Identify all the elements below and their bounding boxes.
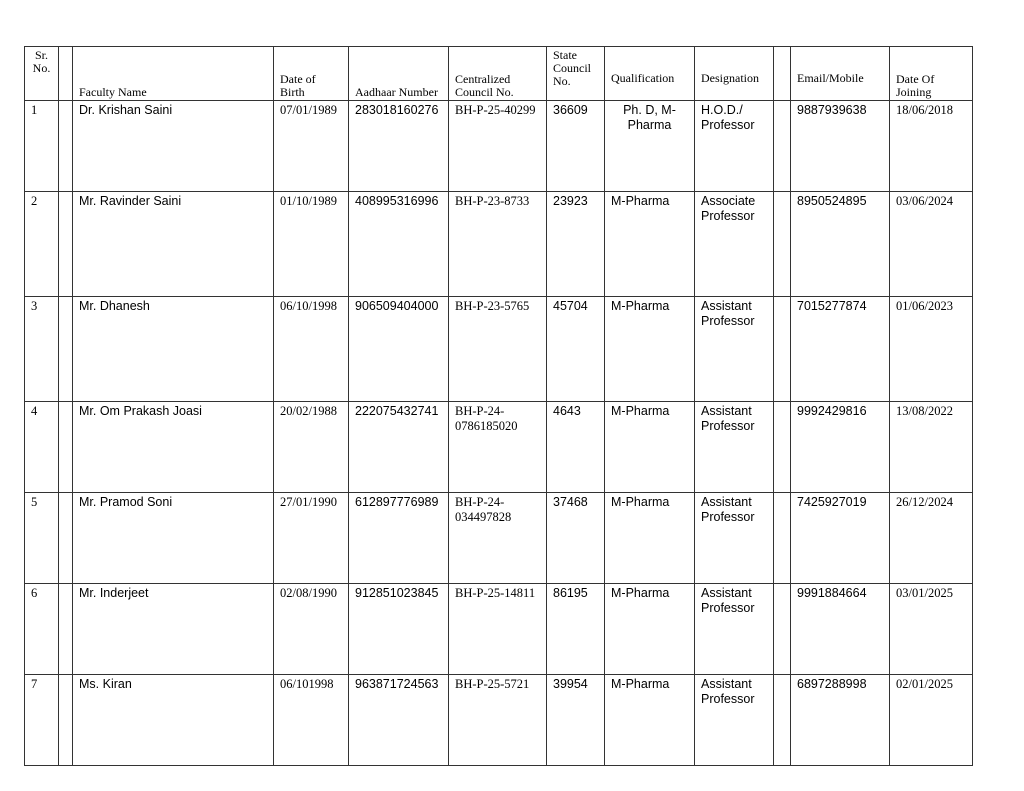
cell-state-council-no: 37468: [547, 493, 605, 584]
header-designation: Designation: [695, 47, 774, 101]
cell-date-of-joining: 03/01/2025: [890, 584, 973, 675]
header-spacer: [774, 47, 791, 101]
cell-email-mobile: 9991884664: [791, 584, 890, 675]
cell-qualification: M-Pharma: [605, 297, 695, 402]
header-email-mobile: Email/Mobile: [791, 47, 890, 101]
cell-date-of-birth: 07/01/1989: [274, 101, 349, 192]
cell-faculty-name: Mr. Ravinder Saini: [73, 192, 274, 297]
cell-spacer: [59, 493, 73, 584]
cell-designation: Assistant Professor: [695, 297, 774, 402]
cell-state-council-no: 23923: [547, 192, 605, 297]
header-sr-no: Sr. No.: [25, 47, 59, 101]
cell-spacer: [59, 402, 73, 493]
cell-qualification: M-Pharma: [605, 584, 695, 675]
cell-centralized-council-no: BH-P-25-14811: [449, 584, 547, 675]
cell-designation: H.O.D./ Professor: [695, 101, 774, 192]
cell-date-of-joining: 03/06/2024: [890, 192, 973, 297]
cell-spacer: [774, 101, 791, 192]
cell-date-of-joining: 01/06/2023: [890, 297, 973, 402]
cell-spacer: [774, 192, 791, 297]
header-faculty-name: Faculty Name: [73, 47, 274, 101]
cell-faculty-name: Mr. Om Prakash Joasi: [73, 402, 274, 493]
cell-designation: Assistant Professor: [695, 493, 774, 584]
table-row: [25, 584, 973, 675]
cell-qualification: M-Pharma: [605, 402, 695, 493]
cell-date-of-birth: 01/10/1989: [274, 192, 349, 297]
cell-aadhaar-number: 283018160276: [349, 101, 449, 192]
cell-date-of-joining: 18/06/2018: [890, 101, 973, 192]
cell-spacer: [59, 297, 73, 402]
table-row: [25, 402, 973, 493]
cell-sr-no: 7: [25, 675, 59, 766]
header-state-council-no: State Council No.: [547, 47, 605, 101]
cell-spacer: [774, 402, 791, 493]
header-qualification: Qualification: [605, 47, 695, 101]
header-centralized-council-no: Centralized Council No.: [449, 47, 547, 101]
table-row: [25, 101, 973, 192]
cell-centralized-council-no: BH-P-23-8733: [449, 192, 547, 297]
cell-sr-no: 3: [25, 297, 59, 402]
cell-aadhaar-number: 963871724563: [349, 675, 449, 766]
cell-sr-no: 4: [25, 402, 59, 493]
cell-spacer: [774, 493, 791, 584]
cell-centralized-council-no: BH-P-25-5721: [449, 675, 547, 766]
cell-centralized-council-no: BH-P-24-0786185020: [449, 402, 547, 493]
cell-designation: Assistant Professor: [695, 402, 774, 493]
cell-date-of-birth: 06/10/1998: [274, 297, 349, 402]
cell-email-mobile: 9887939638: [791, 101, 890, 192]
cell-state-council-no: 39954: [547, 675, 605, 766]
cell-spacer: [774, 584, 791, 675]
cell-qualification: M-Pharma: [605, 675, 695, 766]
header-aadhaar-number: Aadhaar Number: [349, 47, 449, 101]
cell-date-of-joining: 26/12/2024: [890, 493, 973, 584]
cell-aadhaar-number: 612897776989: [349, 493, 449, 584]
table-row: [25, 192, 973, 297]
cell-email-mobile: 8950524895: [791, 192, 890, 297]
header-row: [25, 47, 973, 101]
cell-sr-no: 2: [25, 192, 59, 297]
cell-state-council-no: 4643: [547, 402, 605, 493]
cell-email-mobile: 7015277874: [791, 297, 890, 402]
cell-qualification: M-Pharma: [605, 493, 695, 584]
cell-email-mobile: 6897288998: [791, 675, 890, 766]
cell-spacer: [59, 192, 73, 297]
cell-qualification: M-Pharma: [605, 192, 695, 297]
header-spacer: [59, 47, 73, 101]
table-row: [25, 297, 973, 402]
cell-sr-no: 5: [25, 493, 59, 584]
cell-designation: Associate Professor: [695, 192, 774, 297]
cell-date-of-birth: 06/101998: [274, 675, 349, 766]
cell-date-of-birth: 02/08/1990: [274, 584, 349, 675]
cell-sr-no: 1: [25, 101, 59, 192]
cell-date-of-birth: 27/01/1990: [274, 493, 349, 584]
cell-spacer: [59, 675, 73, 766]
header-date-of-birth: Date of Birth: [274, 47, 349, 101]
cell-aadhaar-number: 222075432741: [349, 402, 449, 493]
cell-date-of-joining: 13/08/2022: [890, 402, 973, 493]
cell-date-of-joining: 02/01/2025: [890, 675, 973, 766]
cell-spacer: [59, 584, 73, 675]
cell-state-council-no: 86195: [547, 584, 605, 675]
cell-sr-no: 6: [25, 584, 59, 675]
faculty-table: [24, 46, 973, 766]
cell-faculty-name: Mr. Dhanesh: [73, 297, 274, 402]
cell-date-of-birth: 20/02/1988: [274, 402, 349, 493]
header-date-of-joining: Date Of Joining: [890, 47, 973, 101]
cell-centralized-council-no: BH-P-24-034497828: [449, 493, 547, 584]
cell-email-mobile: 9992429816: [791, 402, 890, 493]
table-row: [25, 675, 973, 766]
cell-spacer: [59, 101, 73, 192]
cell-faculty-name: Dr. Krishan Saini: [73, 101, 274, 192]
cell-qualification: Ph. D, M-Pharma: [605, 101, 695, 192]
cell-centralized-council-no: BH-P-23-5765: [449, 297, 547, 402]
cell-state-council-no: 45704: [547, 297, 605, 402]
cell-faculty-name: Mr. Inderjeet: [73, 584, 274, 675]
table-row: [25, 493, 973, 584]
cell-aadhaar-number: 906509404000: [349, 297, 449, 402]
cell-email-mobile: 7425927019: [791, 493, 890, 584]
cell-spacer: [774, 675, 791, 766]
cell-spacer: [774, 297, 791, 402]
cell-state-council-no: 36609: [547, 101, 605, 192]
cell-designation: Assistant Professor: [695, 584, 774, 675]
cell-faculty-name: Mr. Pramod Soni: [73, 493, 274, 584]
cell-faculty-name: Ms. Kiran: [73, 675, 274, 766]
cell-aadhaar-number: 408995316996: [349, 192, 449, 297]
cell-centralized-council-no: BH-P-25-40299: [449, 101, 547, 192]
cell-aadhaar-number: 912851023845: [349, 584, 449, 675]
cell-designation: Assistant Professor: [695, 675, 774, 766]
